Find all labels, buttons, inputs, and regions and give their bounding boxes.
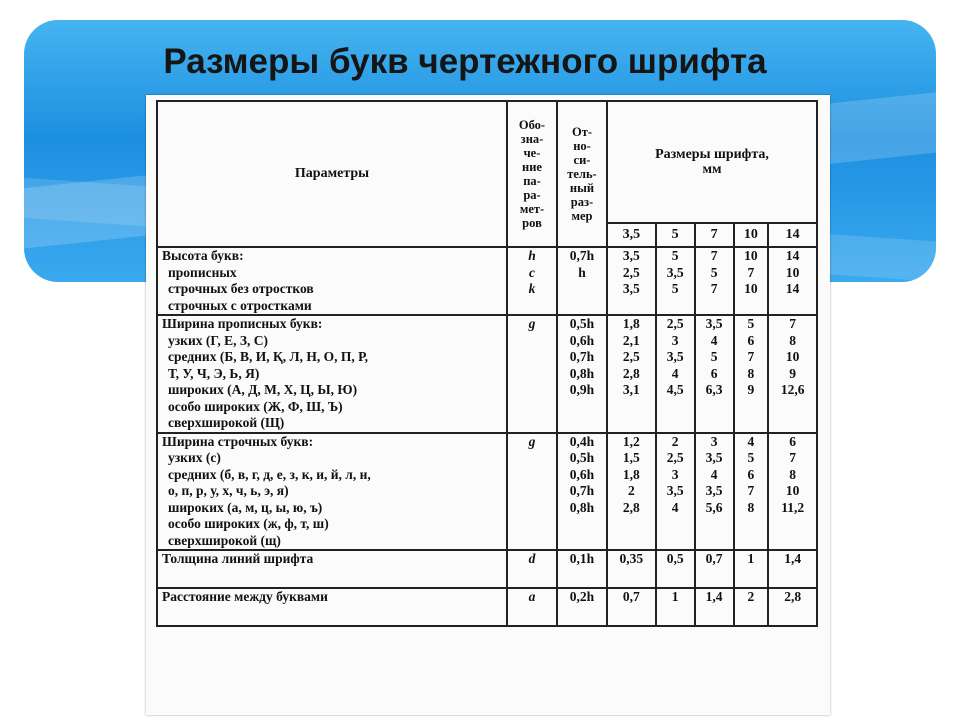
size-value: 10 bbox=[785, 483, 800, 498]
size-value: 1 bbox=[656, 588, 695, 626]
size-value: 7 bbox=[747, 349, 755, 364]
row-label: сверхширокой (щ) bbox=[168, 532, 281, 548]
size-value: 1,4 bbox=[768, 550, 817, 588]
size-value: 6 bbox=[747, 332, 755, 348]
row-relative: 0,2h bbox=[557, 588, 607, 626]
size-column-cell bbox=[734, 247, 769, 315]
row-label: особо широких (ж, ф, т, ш) bbox=[168, 516, 329, 531]
size-value: 10 bbox=[744, 248, 758, 263]
row-relative: 0,7h bbox=[569, 483, 595, 498]
row-label: узких (с) bbox=[168, 450, 221, 465]
size-value: 9 bbox=[747, 382, 755, 397]
size-column-cell bbox=[768, 247, 817, 315]
size-value: 0,5 bbox=[656, 550, 695, 588]
row-label: средних (Б, В, И, Қ, Л, Н, О, П, Р, bbox=[168, 349, 369, 364]
size-column-cell bbox=[734, 433, 769, 551]
size-value: 2,8 bbox=[622, 365, 640, 381]
size-value: 3,5 bbox=[666, 349, 684, 364]
size-value: 7 bbox=[789, 316, 797, 331]
table-single-row bbox=[157, 588, 817, 626]
size-value: 1 bbox=[734, 550, 769, 588]
group-designation bbox=[507, 433, 557, 551]
size-value: 2,8 bbox=[768, 588, 817, 626]
size-value: 8 bbox=[789, 466, 797, 482]
table-body bbox=[157, 247, 817, 626]
row-relative: 0,5h bbox=[569, 450, 595, 465]
size-value: 4 bbox=[747, 433, 755, 449]
size-column-cell bbox=[607, 247, 656, 315]
size-header: 5 bbox=[656, 223, 695, 247]
size-column-cell bbox=[734, 315, 769, 433]
row-symbol: d bbox=[507, 550, 557, 588]
size-value: 2,5 bbox=[622, 349, 640, 364]
slide-title: Размеры букв чертежного шрифта bbox=[163, 42, 767, 81]
size-value: 5 bbox=[671, 248, 679, 263]
row-relative: 0,8h bbox=[569, 365, 595, 381]
table-sheet bbox=[146, 95, 830, 715]
group-relative bbox=[557, 433, 607, 551]
row-label: широких (А, Д, М, Х, Ц, Ы, Ю) bbox=[168, 382, 358, 397]
size-column-cell bbox=[695, 433, 734, 551]
size-value: 5 bbox=[671, 281, 679, 296]
size-header: 7 bbox=[695, 223, 734, 247]
size-value: 8 bbox=[789, 332, 797, 348]
group-parameters bbox=[157, 433, 507, 551]
size-value: 5 bbox=[710, 264, 718, 280]
size-column-cell bbox=[768, 315, 817, 433]
row-relative: 0,6h bbox=[569, 466, 595, 482]
size-value: 1,8 bbox=[622, 466, 640, 482]
group-designation bbox=[507, 247, 557, 315]
row-relative: 0,9h bbox=[569, 382, 595, 397]
size-column-cell bbox=[656, 433, 695, 551]
size-value: 1,2 bbox=[622, 433, 640, 449]
table-group-row bbox=[157, 247, 817, 315]
size-value: 9 bbox=[789, 365, 797, 381]
size-value: 3 bbox=[710, 433, 718, 449]
group-title: Высота букв: bbox=[162, 248, 244, 263]
size-value: 0,7 bbox=[695, 550, 734, 588]
size-column-cell bbox=[768, 433, 817, 551]
group-parameters bbox=[157, 247, 507, 315]
size-value: 10 bbox=[785, 349, 800, 364]
size-value: 2,5 bbox=[666, 450, 684, 465]
size-value: 8 bbox=[747, 365, 755, 381]
size-value: 1,8 bbox=[622, 316, 640, 331]
size-value: 7 bbox=[710, 248, 718, 263]
size-value: 3 bbox=[671, 466, 679, 482]
size-value: 14 bbox=[785, 281, 800, 296]
size-value: 3,5 bbox=[705, 450, 723, 465]
row-label: Расстояние между буквами bbox=[157, 588, 507, 626]
row-symbol: a bbox=[507, 588, 557, 626]
row-label: прописных bbox=[168, 264, 237, 280]
size-value: 5 bbox=[710, 349, 718, 364]
row-label: о, п, р, у, х, ч, ь, э, я) bbox=[168, 483, 289, 498]
size-value: 2,1 bbox=[622, 332, 640, 348]
group-symbol: g bbox=[528, 433, 536, 449]
size-value: 2 bbox=[734, 588, 769, 626]
group-relative bbox=[557, 247, 607, 315]
size-value: 3 bbox=[671, 332, 679, 348]
group-parameters bbox=[157, 315, 507, 433]
size-header: 3,5 bbox=[607, 223, 656, 247]
row-label: строчных без отростков bbox=[168, 281, 314, 296]
size-value: 5 bbox=[747, 450, 755, 465]
table-single-row bbox=[157, 550, 817, 588]
size-header: 14 bbox=[768, 223, 817, 247]
row-relative: 0,1h bbox=[557, 550, 607, 588]
size-column-cell bbox=[607, 315, 656, 433]
row-relative: 0,8h bbox=[569, 499, 595, 515]
size-value: 8 bbox=[747, 499, 755, 515]
group-relative bbox=[557, 315, 607, 433]
row-symbol: k bbox=[528, 281, 536, 296]
size-value: 3,5 bbox=[622, 281, 640, 296]
row-relative: 0,7h bbox=[569, 248, 595, 263]
table-group-row bbox=[157, 315, 817, 433]
size-value: 1,5 bbox=[622, 450, 640, 465]
group-designation bbox=[507, 315, 557, 433]
size-value: 6 bbox=[710, 365, 718, 381]
header-relative-size: От- но- си- тель- ный раз- мер bbox=[557, 101, 607, 247]
size-value: 0,7 bbox=[607, 588, 656, 626]
row-label: строчных с отростками bbox=[168, 297, 312, 313]
size-value: 5 bbox=[747, 316, 755, 331]
size-value: 3,1 bbox=[622, 382, 640, 397]
row-relative: 0,4h bbox=[569, 433, 595, 449]
size-value: 3,5 bbox=[705, 316, 723, 331]
size-value: 2 bbox=[671, 433, 679, 449]
size-column-cell bbox=[656, 315, 695, 433]
row-symbol: c bbox=[529, 264, 535, 280]
size-value: 6 bbox=[789, 433, 797, 449]
size-value: 11,2 bbox=[781, 499, 805, 515]
size-value: 2,5 bbox=[622, 264, 640, 280]
size-value: 3,5 bbox=[622, 248, 640, 263]
row-label: средних (б, в, г, д, е, з, к, и, й, л, н, bbox=[168, 466, 371, 482]
row-relative: 0,5h bbox=[569, 316, 595, 331]
row-label: широких (а, м, ц, ы, ю, ъ) bbox=[168, 499, 323, 515]
size-value: 1,4 bbox=[695, 588, 734, 626]
row-label: Толщина линий шрифта bbox=[157, 550, 507, 588]
size-value: 4 bbox=[710, 332, 718, 348]
group-title: Ширина прописных букв: bbox=[162, 316, 323, 331]
size-value: 4 bbox=[671, 365, 679, 381]
size-value: 4 bbox=[671, 499, 679, 515]
size-value: 10 bbox=[744, 281, 758, 296]
size-value: 6,3 bbox=[705, 382, 723, 397]
group-symbol: g bbox=[528, 316, 536, 331]
group-title: Ширина строчных букв: bbox=[162, 433, 314, 449]
size-value: 2,8 bbox=[622, 499, 640, 515]
size-value: 3,5 bbox=[705, 483, 723, 498]
size-value: 5,6 bbox=[705, 499, 723, 515]
row-label: сверхширокой (Щ) bbox=[168, 415, 285, 430]
size-column-cell bbox=[695, 247, 734, 315]
size-column-cell bbox=[607, 433, 656, 551]
size-value: 12,6 bbox=[780, 382, 805, 397]
size-value: 4,5 bbox=[666, 382, 684, 397]
size-value: 6 bbox=[747, 466, 755, 482]
size-column-cell bbox=[656, 247, 695, 315]
size-header: 10 bbox=[734, 223, 769, 247]
row-relative: h bbox=[578, 264, 586, 280]
size-value: 3,5 bbox=[666, 483, 684, 498]
font-size-table bbox=[156, 100, 818, 627]
header-font-sizes: Размеры шрифта, мм bbox=[607, 101, 817, 223]
row-relative: 0,7h bbox=[569, 349, 595, 364]
size-column-cell bbox=[695, 315, 734, 433]
size-value: 7 bbox=[747, 483, 755, 498]
size-value: 4 bbox=[710, 466, 718, 482]
header-parameters: Параметры bbox=[157, 101, 507, 247]
row-label: Т, У, Ч, Э, Ь, Я) bbox=[168, 365, 260, 381]
row-label: особо широких (Ж, Ф, Ш, Ъ) bbox=[168, 398, 343, 414]
size-value: 3,5 bbox=[666, 264, 684, 280]
size-value: 10 bbox=[785, 264, 800, 280]
row-label: узких (Г, Е, З, С) bbox=[168, 332, 269, 348]
size-value: 2 bbox=[627, 483, 635, 498]
header-designation: Обо- зна- че- ние па- ра- мет- ров bbox=[507, 101, 557, 247]
size-value: 7 bbox=[747, 264, 755, 280]
size-value: 2,5 bbox=[666, 316, 684, 331]
row-relative: 0,6h bbox=[569, 332, 595, 348]
table-group-row bbox=[157, 433, 817, 551]
size-value: 7 bbox=[789, 450, 797, 465]
size-value: 7 bbox=[710, 281, 718, 296]
row-symbol: h bbox=[528, 248, 536, 263]
size-value: 0,35 bbox=[607, 550, 656, 588]
size-value: 14 bbox=[785, 248, 800, 263]
